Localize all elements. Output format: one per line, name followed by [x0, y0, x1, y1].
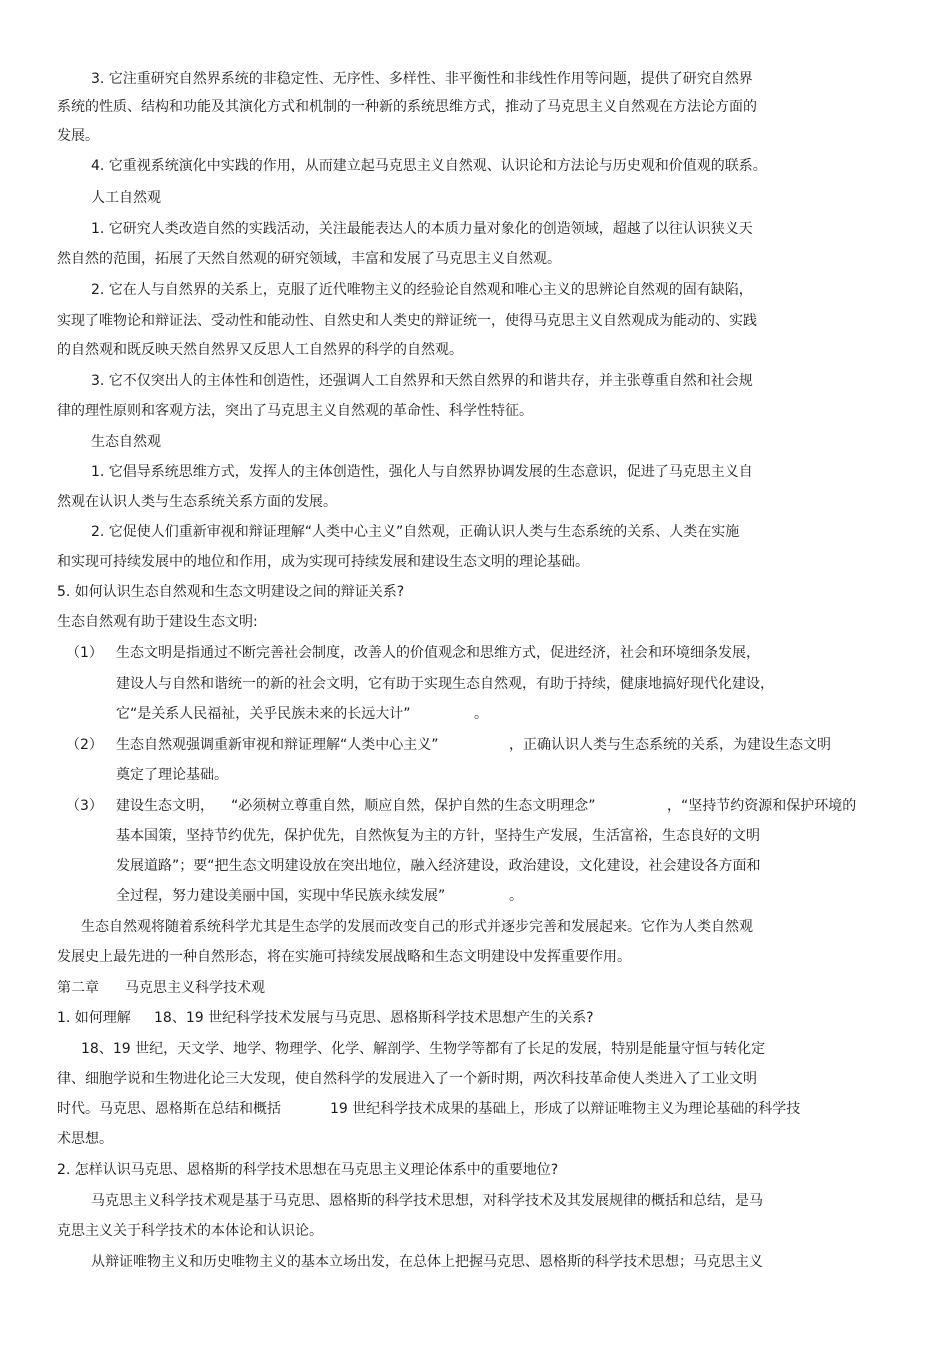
question-heading: 18、19 世纪科学技术发展与马克思、恩格斯科学技术思想产生的关系? [154, 1010, 594, 1026]
list-item-text: 它“是关系人民福祉，关乎民族未来的长远大计” [116, 706, 411, 722]
text-line: 系统的性质、结构和功能及其演化方式和机制的一种新的系统思维方式，推动了马克思主义自然观在方法论方面的 [57, 99, 757, 115]
text-line: 克思主义关于科学技术的本体论和认识论。 [57, 1223, 323, 1239]
list-item-text: ，“坚持节约资源和保护环境的 [667, 798, 857, 814]
list-item-text: 全过程，努力建设美丽中国，实现中华民族永续发展” [116, 888, 446, 904]
text-line: 4. 它重视系统演化中实践的作用，从而建立起马克思主义自然观、认识论和方法论与历史观和价值观的联系。 [91, 158, 767, 174]
question-heading: 2. 怎样认识马克思、恩格斯的科学技术思想在马克思主义理论体系中的重要地位? [57, 1162, 559, 1178]
text-line: 2. 它在人与自然界的关系上，克服了近代唯物主义的经验论自然观和唯心主义的思辨论自然观的固有缺陷， [91, 282, 753, 298]
text-line: 18、19 世纪，天文学、地学、物理学、化学、解剖学、生物学等都有了长足的发展，特别是能量守恒与转化定 [81, 1041, 766, 1057]
list-item-text: 基本国策，坚持节约优先，保护优先，自然恢复为主的方针，坚持生产发展，生活富裕，生态良好的文明 [116, 828, 760, 844]
text-line: 发展史上最先进的一种自然形态，将在实施可持续发展战略和生态文明建设中发挥重要作用。 [57, 949, 631, 965]
text-line: 2. 它促使人们重新审视和辩证理解“人类中心主义”自然观，正确认识人类与生态系统的关系、人类在实施 [91, 524, 740, 540]
list-item-text: 建设人与自然和谐统一的新的社会文明，它有助于实现生态自然观，有助于持续，健康地搞好现代化建设， [116, 676, 774, 692]
list-item-text: 生态文明是指通过不断完善社会制度，改善人的价值观念和思维方式，促进经济，社会和环境细条发展， [116, 645, 760, 661]
chapter-number: 第二章 [57, 980, 99, 996]
text-line: 发展。 [57, 128, 99, 144]
question-heading: 1. 如何理解 [57, 1010, 131, 1026]
text-line: 和实现可持续发展中的地位和作用，成为实现可持续发展和建设生态文明的理论基础。 [57, 554, 589, 570]
section-heading: 生态自然观 [91, 434, 161, 450]
list-item-text: 。 [509, 888, 523, 904]
list-number: （1） [66, 645, 103, 661]
text-line: 律、细胞学说和生物进化论三大发现，使自然科学的发展进入了一个新时期，两次科技革命使人类进入了工业文明 [57, 1071, 757, 1087]
chapter-title: 马克思主义科学技术观 [125, 980, 265, 996]
list-item-text: 发展道路”；要“把生态文明建设放在突出地位，融入经济建设，政治建设，文化建设，社会建设各方面和 [116, 858, 761, 874]
text-line: 从辩证唯物主义和历史唯物主义的基本立场出发，在总体上把握马克思、恩格斯的科学技术思想；马克思主义 [91, 1254, 763, 1270]
text-line: 19 世纪科学技术成果的基础上，形成了以辩证唯物主义为理论基础的科学技 [330, 1101, 801, 1117]
text-line: 的自然观和既反映天然自然界又反思人工自然界的科学的自然观。 [57, 342, 463, 358]
text-line: 3. 它注重研究自然界系统的非稳定性、无序性、多样性、非平衡性和非线性作用等问题，提供了研究自然界 [91, 71, 753, 87]
text-line: 律的理性原则和客观方法，突出了马克思主义自然观的革命性、科学性特征。 [57, 403, 533, 419]
text-line: 然自然的范围，拓展了天然自然观的研究领域，丰富和发展了马克思主义自然观。 [57, 251, 561, 267]
text-line: 3. 它不仅突出人的主体性和创造性，还强调人工自然界和天然自然界的和谐共存，并主张尊重自然和社会规 [91, 373, 753, 389]
text-line: 1. 它研究人类改造自然的实践活动，关注最能表达人的本质力量对象化的创造领域，超越了以往认识狭义天 [91, 221, 753, 237]
list-item-text: 建设生态文明， [116, 798, 214, 814]
list-item-text: 。 [474, 706, 488, 722]
text-line: 术思想。 [57, 1131, 113, 1147]
section-heading: 人工自然观 [91, 190, 161, 206]
text-line: 生态自然观有助于建设生态文明: [57, 614, 258, 630]
text-line: 马克思主义科学技术观是基于马克思、恩格斯的科学技术思想，对科学技术及其发展规律的概括和总结，是马 [91, 1193, 763, 1209]
list-item-text: ，正确认识人类与生态系统的关系，为建设生态文明 [509, 737, 831, 753]
list-item-text: 生态自然观强调重新审视和辩证理解“人类中心主义” [116, 737, 439, 753]
list-number: （2） [66, 737, 103, 753]
text-line: 1. 它倡导系统思维方式，发挥人的主体创造性，强化人与自然界协调发展的生态意识，促进了马克思主义自 [91, 464, 753, 480]
text-line: 时代。马克思、恩格斯在总结和概括 [57, 1101, 281, 1117]
list-item-text: “必须树立尊重自然，顺应自然，保护自然的生态文明理念” [231, 798, 596, 814]
list-item-text: 奠定了理论基础。 [116, 767, 228, 783]
list-number: （3） [66, 798, 103, 814]
question-heading: 5. 如何认识生态自然观和生态文明建设之间的辩证关系? [57, 584, 405, 600]
text-line: 生态自然观将随着系统科学尤其是生态学的发展而改变自己的形式并逐步完善和发展起来。它作为人类自然观 [81, 919, 753, 935]
text-line: 然观在认识人类与生态系统关系方面的发展。 [57, 494, 337, 510]
text-line: 实现了唯物论和辩证法、受动性和能动性、自然史和人类史的辩证统一，使得马克思主义自然观成为能动的、实践 [57, 313, 757, 329]
